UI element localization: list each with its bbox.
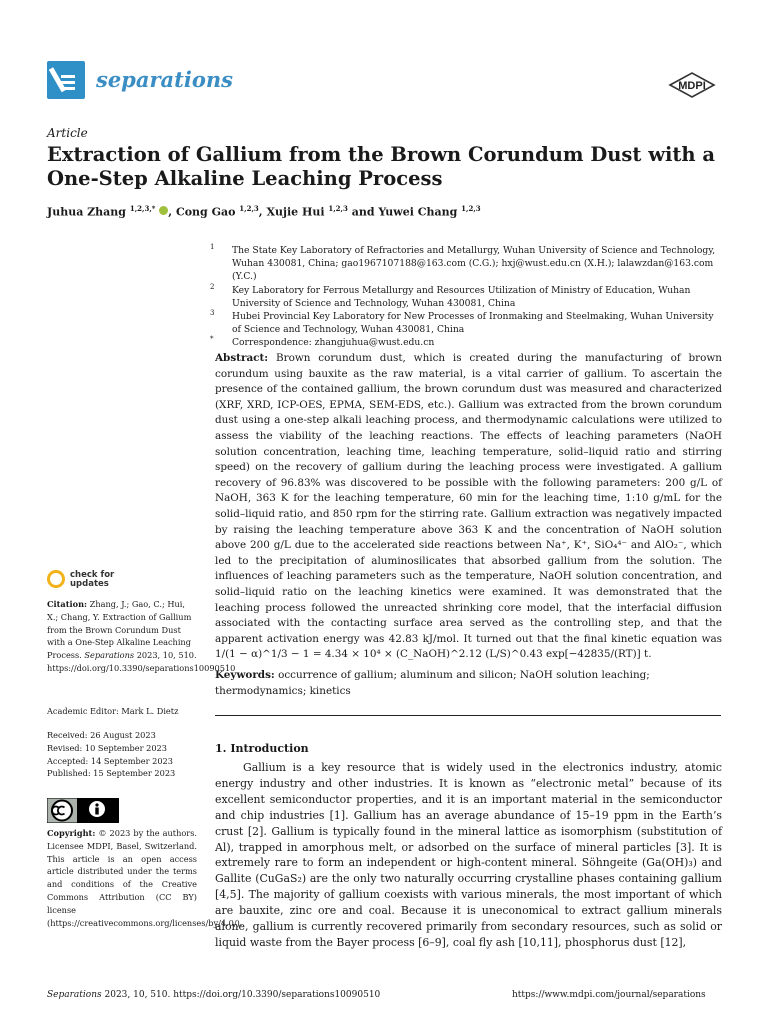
affiliation-mark: 2 (210, 282, 215, 291)
article-type: Article (47, 126, 88, 140)
affiliation-mark: 3 (210, 309, 215, 318)
copyright-text: © 2023 by the authors. Licensee MDPI, Basel, Switzerland. This article is an open access article distributed under the terms and conditions of the Creative Commons Attribution (CC BY) license (https://creativecommons.org/licenses/by/4.0/). (47, 828, 243, 928)
date-received: Received: 26 August 2023 (47, 730, 156, 740)
page-title: Extraction of Gallium from the Brown Corundum Dust with a One-Step Alkaline Leaching Process (47, 143, 715, 190)
affiliations (210, 244, 720, 350)
author-affiliation-mark: 1,2,3 (461, 204, 481, 213)
citation-block (47, 598, 236, 675)
date-published: Published: 15 September 2023 (47, 768, 176, 779)
affiliation-item (210, 284, 720, 310)
orcid-icon[interactable] (159, 206, 168, 215)
mdpi-logo-text: MDPI (678, 80, 706, 92)
author-name[interactable]: Cong Gao (175, 205, 236, 219)
kinetic-equation: 1/(1 − α)^1/3 − 1 = 4.34 × 10⁴ × (C_NaOH)^2.12 (L/S)^0.43 exp[−42835/(RT)] t. (215, 648, 652, 661)
citation-text: Zhang, J.; Gao, C.; Hui, X.; Chang, Y. Extraction of Gallium from the Brown Corundum Dust with a One-Step Alkaline Leaching Process. (47, 599, 192, 661)
author-affiliation-mark: 1,2,3 (239, 204, 259, 213)
date-revised: Revised: 10 September 2023 (47, 742, 167, 753)
affiliation-text: Hubei Provincial Key Laboratory for New Processes of Ironmaking and Steelmaking, Wuhan University of Science and Technology, Wuhan 430081, China (232, 311, 714, 336)
check-updates-line: updates (70, 579, 109, 589)
affiliation-item (210, 310, 720, 336)
mdpi-logo[interactable] (664, 70, 720, 100)
check-updates-line: check for (70, 570, 115, 580)
copyright-block (47, 827, 243, 929)
citation-doi[interactable]: 2023, 10, 510. https://doi.org/10.3390/separations10090510 (47, 650, 236, 673)
citation-label: Citation: (47, 599, 88, 609)
footer-journal: Separations (47, 990, 102, 1000)
mdpi-logo-icon (664, 70, 720, 100)
footer-citation (47, 990, 380, 1000)
journal-name[interactable]: separations (96, 67, 233, 92)
affiliation-mark: 1 (210, 243, 215, 251)
affiliation-item (210, 244, 720, 284)
affiliation-text: Correspondence: zhangjuhua@wust.edu.cn (232, 337, 435, 349)
abstract-label: Abstract: (215, 352, 269, 364)
author-affiliation-mark: 1,2,3,* (129, 204, 156, 213)
cc-by-license-badge[interactable] (47, 798, 119, 823)
introduction-paragraph: Gallium is a key resource that is widely used in the electronics industry, atomic energy industry and other industries. It is known as “electronic metal” because of its excellent semiconductor properties, and it is an important material in the semiconductor and chip industries [1]. Gallium has an average abundance of 15–19 ppm in the Earth’s crust [2]. Gallium is typically found in the mineral lattice as isomorphism (substitution of Al), trapped in amorphous melt, or adsorbed on the surface of mineral particles [3]. It is extremely rare to form an independent or high-content mineral. Söhngeite (Ga(OH)₃) and Gallite (CuGaS₂) are the only two naturally occurring crystalline phases containing gallium [4,5]. The majority of gallium coexists with various minerals, the most important of which are bauxite, zinc ore and coal. Because it is uneconomical to extract gallium minerals alone, gallium is currently recovered primarily from secondary resources, such as solid or liquid waste from the Bayer process [6–9], coal fly ash [10,11], phosphorus dust [12], (215, 761, 722, 949)
author-name[interactable]: Yuwei Chang (378, 205, 458, 219)
citation-journal: Separations (84, 650, 135, 661)
cc-by-icon (47, 798, 119, 823)
abstract-text: Brown corundum dust, which is created during the manufacturing of brown corundum using bauxite as the raw material, is a vital carrier of gallium. To ascertain the presence of the contained gallium, the brown corundum dust was measured and characterized (XRF, XRD, ICP-OES, EPMA, SEM-EDS, etc.). Gallium was extracted from the brown corundum dust using a one-step alkali leaching process, and thermodynamic calculations were utilized to assess the viability of the leaching reactions. The effects of leaching parameters (NaOH solution concentration, leaching time, leaching temperature, solid–liquid ratio and stirring speed) on the recovery of gallium during the leaching process were investigated. A gallium recovery of 96.83% was discovered to be possible with the following parameters: 200 g/L of NaOH, 363 K for the leaching temperature, 60 min for the leaching time, 1:10 g/mL for the solid–liquid ratio, and 850 rpm for the stirring rate. Gallium extraction was negatively impacted by raising the leaching temperature above 363 K and the concentration of NaOH solution above 200 g/L due to the accelerated side reactions between Na⁺, K⁺, SiO₄⁴⁻ and AlO₂⁻, which led to the precipitation of aluminosilicates that absorbed gallium from the solution. The influences of leaching parameters such as the temperature, NaOH solution concentration, and solid–liquid ratio on the leaching kinetics were examined. It was demonstrated that the leaching process followed the unreacted shrinking core model, that the interfacial diffusion associated with the contacting surface area served as the controlling step, and that the apparent activation energy was 42.83 kJ/mol. It turned out that the final kinetic equation was (215, 352, 722, 645)
check-updates-text (70, 571, 114, 589)
affiliation-text: The State Key Laboratory of Refractories and Metallurgy, Wuhan University of Science and Technology, Wuhan 430081, China; gao1967107188@163.com (C.G.); hxj@wust.edu.cn (X.H.); lalawzdan@163.com (Y.C.) (232, 245, 716, 283)
check-for-updates-badge[interactable] (47, 570, 127, 594)
author-name[interactable]: Juhua Zhang (47, 205, 126, 219)
section-divider (215, 715, 721, 716)
author-list: Juhua Zhang $^{1,2,3,*}$ , Cong Gao $^{1,2,3}$, Xujie Hui $^{1,2,3}$ and Yuwei Chang $^{1,2,3}$ (47, 204, 481, 219)
footer-doi[interactable]: 2023, 10, 510. https://doi.org/10.3390/separations10090510 (104, 990, 381, 1000)
affiliation-text: Key Laboratory for Ferrous Metallurgy and Resources Utilization of Ministry of Education, Wuhan University of Science and Technology, Wuhan 430081, China (232, 284, 691, 309)
section-heading: 1. Introduction (215, 742, 309, 755)
journal-logo-icon (47, 61, 85, 99)
check-updates-icon (47, 570, 65, 588)
academic-editor: Academic Editor: Mark L. Dietz (47, 706, 179, 716)
affiliation-mark: * (210, 335, 214, 344)
keywords-label: Keywords: (215, 669, 275, 681)
keywords (215, 668, 722, 699)
journal-logo (47, 61, 85, 99)
footer-journal-url[interactable]: https://www.mdpi.com/journal/separations (512, 990, 706, 1000)
abstract (215, 351, 722, 663)
date-accepted: Accepted: 14 September 2023 (47, 755, 173, 766)
publication-dates (47, 729, 197, 780)
author-name[interactable]: Xujie Hui (266, 205, 325, 219)
author-affiliation-mark: 1,2,3 (328, 204, 348, 213)
affiliation-item (210, 336, 720, 349)
copyright-label: Copyright: (47, 828, 96, 838)
keywords-text: occurrence of gallium; aluminum and silicon; NaOH solution leaching; thermodynamics; kinetics (215, 669, 650, 697)
